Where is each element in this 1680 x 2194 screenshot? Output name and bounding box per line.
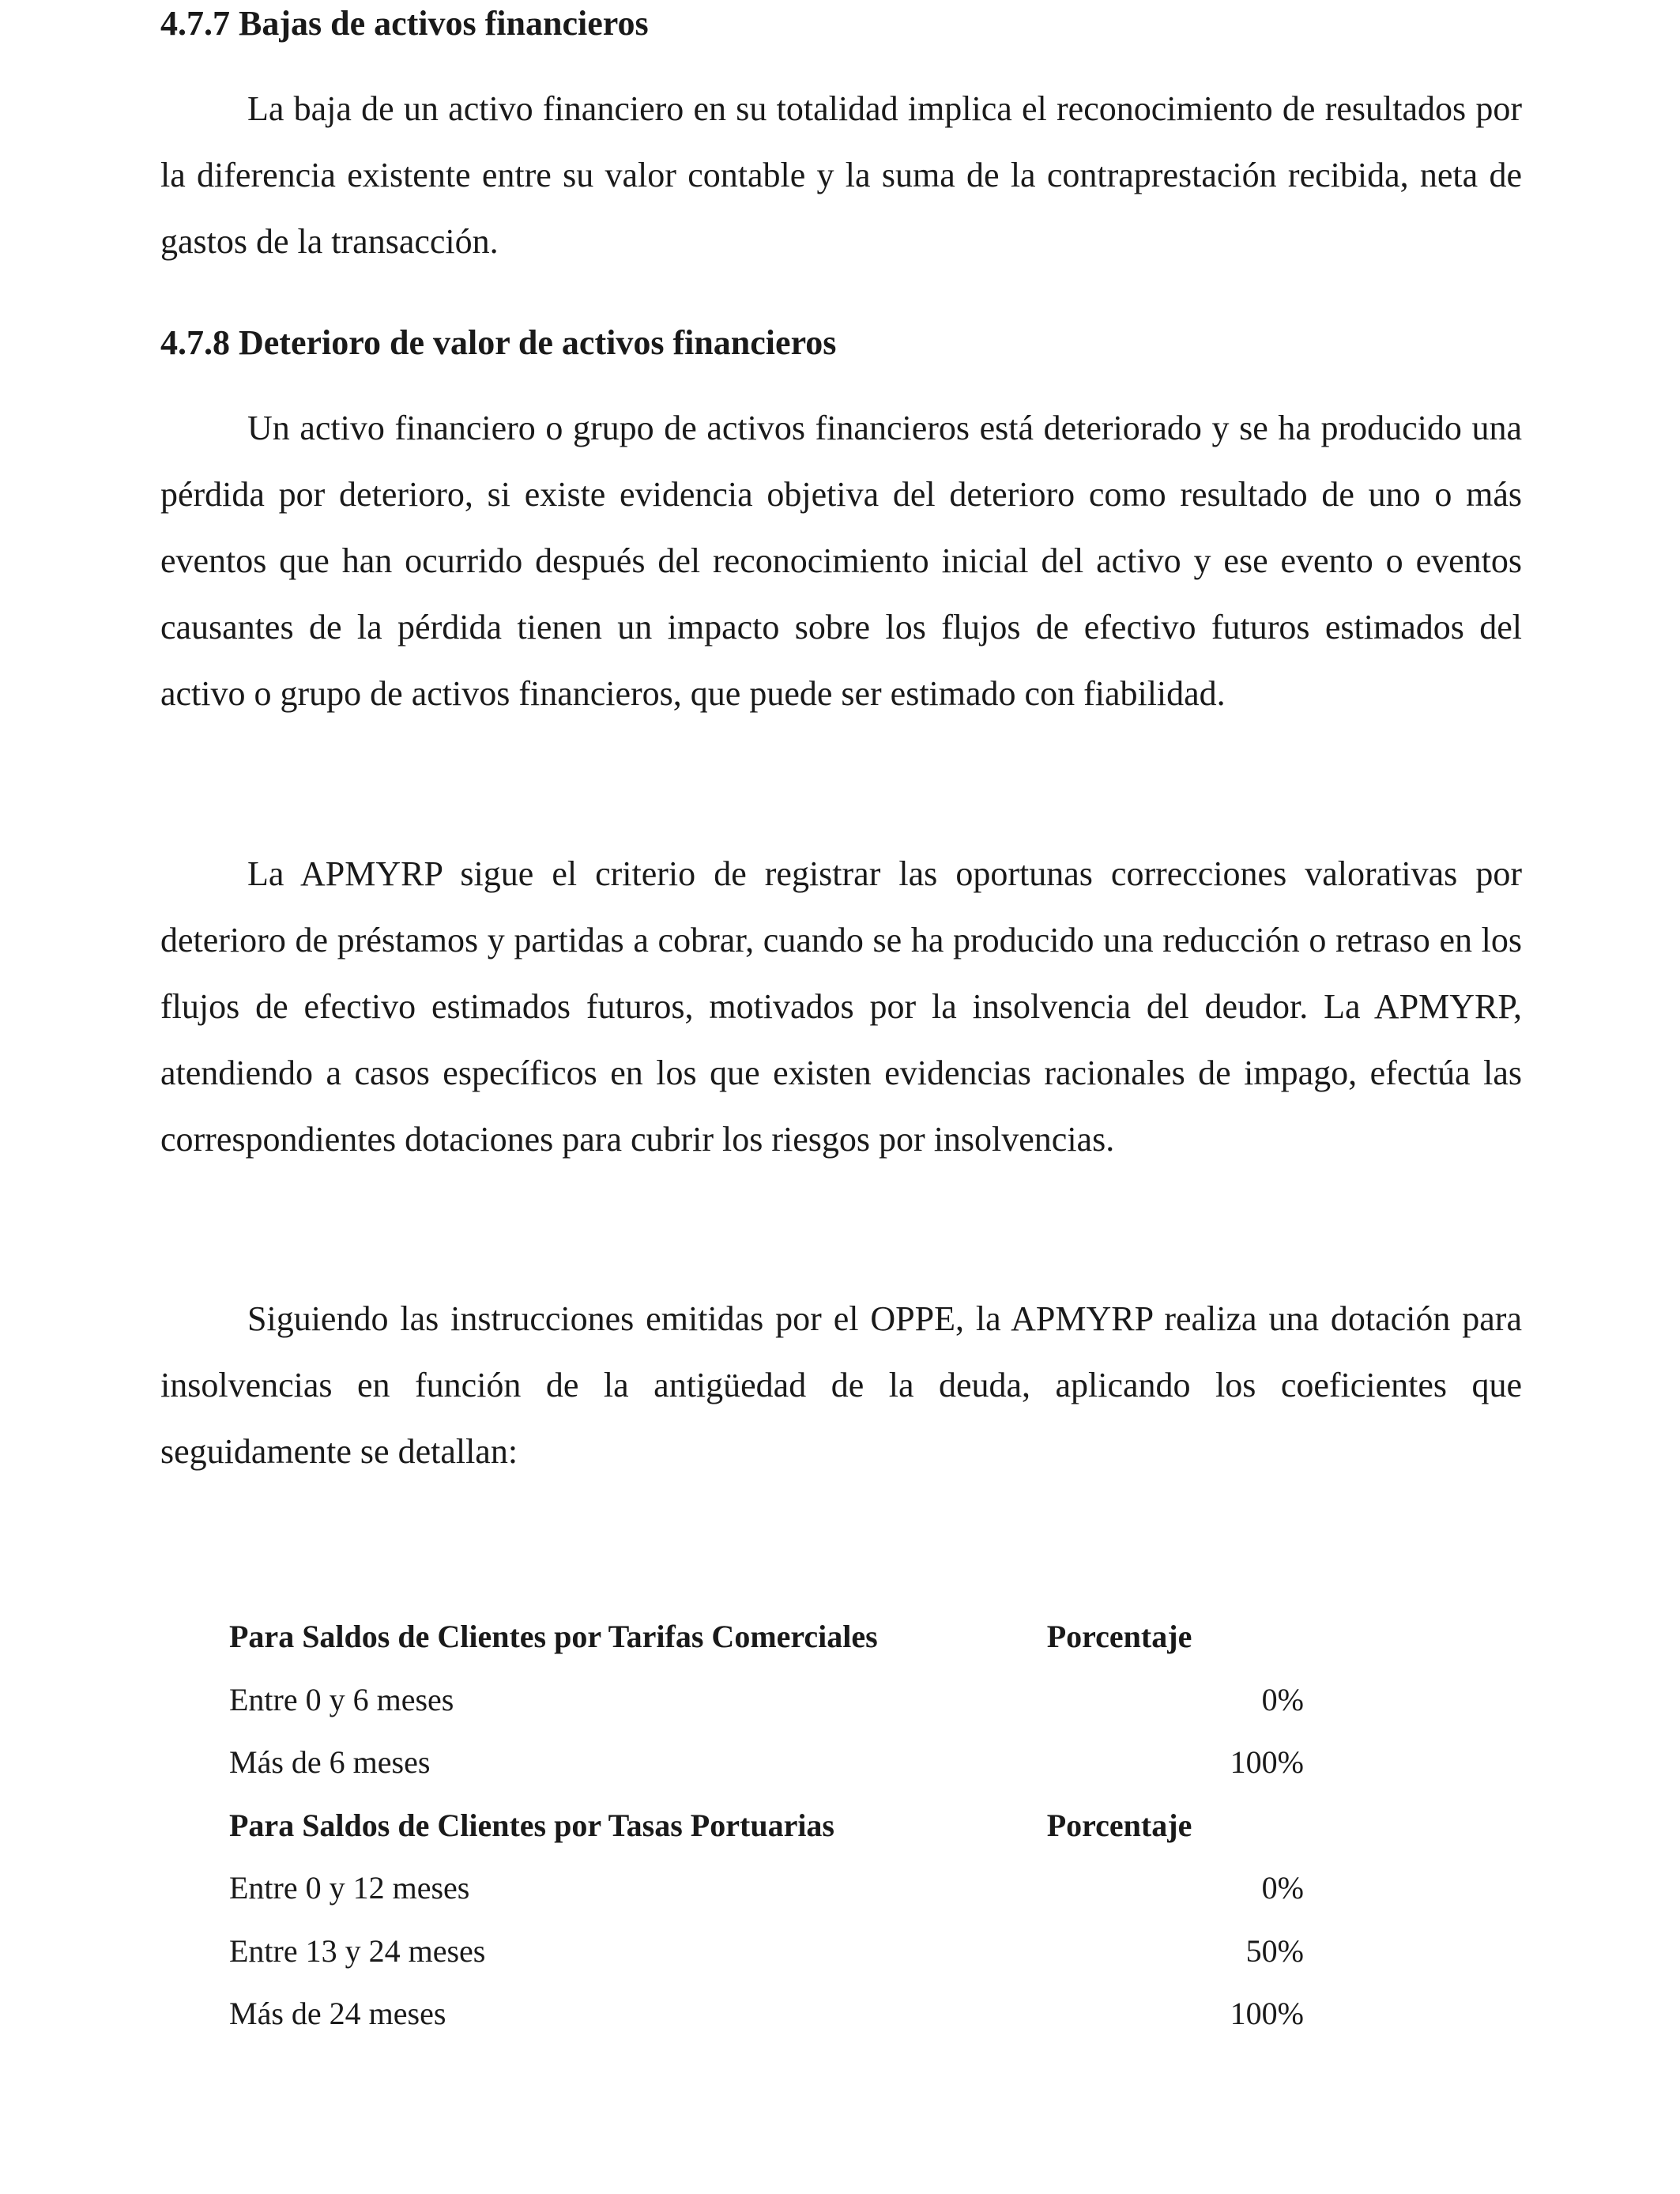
- row-percentage: 100%: [1230, 1744, 1304, 1781]
- coeficientes-table: [229, 1605, 1304, 2045]
- paragraph-bajas: La baja de un activo financiero en su totalidad implica el reconocimiento de resultados por la diferencia existente entre su valor contable y la suma de la contraprestación recibida, neta de gastos de la transacción.: [160, 89, 1522, 261]
- table-row: [229, 1731, 1304, 1794]
- row-label: Más de 6 meses: [229, 1744, 431, 1781]
- paragraph-instrucciones-oppe: Siguiendo las instrucciones emitidas por el OPPE, la APMYRP realiza una dotación para insolvencias en función de la antigüedad de la deuda, aplicando los coeficientes que seguidamente se detallan:: [160, 1299, 1522, 1471]
- row-label: Más de 24 meses: [229, 1996, 446, 2032]
- paragraph-deterioro-definicion: Un activo financiero o grupo de activos financieros está deteriorado y se ha producido una pérdida por deterioro, si existe evidencia objetiva del deterioro como resultado de uno o más eventos que han ocurrido después del reconocimiento inicial del activo y ese evento o eventos causantes de la pérdida tienen un impacto sobre los flujos de efectivo futuros estimados del activo o grupo de activos financieros, que puede ser estimado con fiabilidad.: [160, 409, 1522, 713]
- column-header-porcentaje: Porcentaje: [1046, 1619, 1192, 1655]
- row-label: Entre 0 y 6 meses: [229, 1681, 454, 1717]
- group-header-tasas-portuarias: Para Saldos de Clientes por Tasas Portuarias: [229, 1807, 834, 1843]
- table-row: [229, 1982, 1304, 2045]
- row-percentage: 50%: [1245, 1932, 1304, 1969]
- table-row: [229, 1920, 1304, 1983]
- row-percentage: 0%: [1261, 1681, 1304, 1717]
- row-label: Entre 0 y 12 meses: [229, 1870, 470, 1906]
- table-header-row: [229, 1605, 1304, 1668]
- table-header-row: [229, 1794, 1304, 1857]
- row-label: Entre 13 y 24 meses: [229, 1932, 486, 1969]
- row-percentage: 100%: [1230, 1996, 1304, 2032]
- row-percentage: 0%: [1261, 1870, 1304, 1906]
- heading-deterioro-valor: 4.7.8 Deterioro de valor de activos financieros: [160, 323, 837, 362]
- table-row: [229, 1668, 1304, 1732]
- paragraph-criterio-apmyrp: La APMYRP sigue el criterio de registrar las oportunas correcciones valorativas por deterioro de préstamos y partidas a cobrar, cuando se ha producido una reducción o retraso en los flujos de efectivo estimados futuros, motivados por la insolvencia del deudor. La APMYRP, atendiendo a casos específicos en los que existen evidencias racionales de impago, efectúa las correspondientes dotaciones para cubrir los riesgos por insolvencias.: [160, 854, 1522, 1159]
- heading-bajas-activos: 4.7.7 Bajas de activos financieros: [160, 4, 649, 43]
- column-header-porcentaje: Porcentaje: [1046, 1807, 1192, 1843]
- table-row: [229, 1857, 1304, 1920]
- group-header-tarifas-comerciales: Para Saldos de Clientes por Tarifas Comerciales: [229, 1619, 878, 1655]
